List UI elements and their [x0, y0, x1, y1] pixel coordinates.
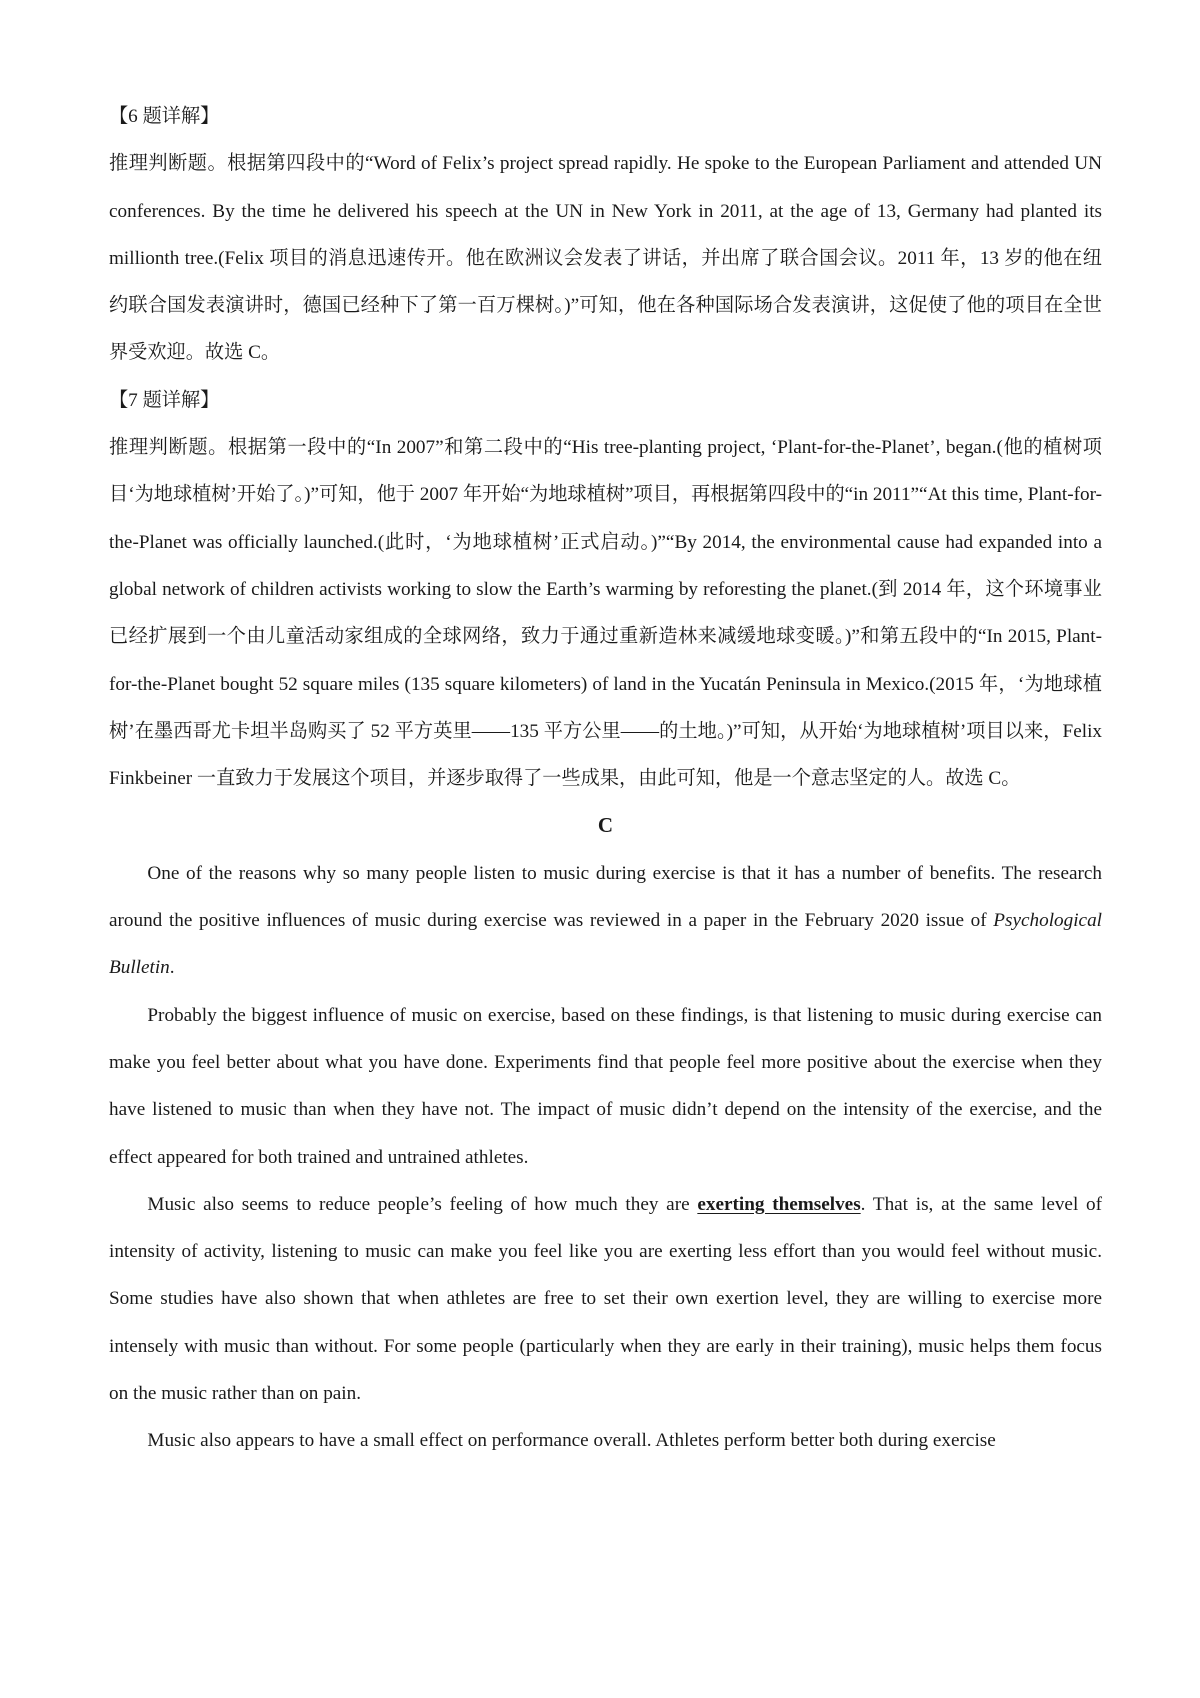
journal-title: Psychological Bulletin [109, 910, 1102, 979]
passage-paragraph-3-text: Music also seems to reduce people’s feeling of how much they are [147, 1193, 698, 1215]
passage-paragraph-2: Probably the biggest influence of music on exercise, based on these findings, is that listening to music during exercise can make you feel better about what you have done. Experiments find that people feel more positive about the exercise when they have listened to music than when they have not. The impact of music didn’t depend on the intensity of the exercise, and the effect appeared for both trained and untrained athletes. [109, 1004, 1102, 1168]
passage-paragraph-1-text: One of the reasons why so many people listen to music during exercise is that it has a number of benefits. The research around the positive influences of music during exercise was reviewed in a paper in the February 2020 issue of [109, 862, 1102, 932]
document-page [109, 93, 1102, 1465]
underlined-phrase: exerting themselves [697, 1193, 861, 1215]
passage-paragraph-3 [109, 1181, 1102, 1417]
explanation-6-heading: 【6 题详解】 [109, 106, 220, 127]
section-c-heading: C [597, 813, 614, 838]
passage-paragraph-1 [109, 850, 1102, 992]
explanation-7-text: 推理判断题。根据第一段中的“In 2007”和第二段中的“His tree-planting project, ‘Plant-for-the-Planet’, began.(他的植树项目‘为地球植树’开始了。)”可知，他于 2007 年开始“为地球植树”项目，再根据第四段中的“in 2011”“At this time, Plant-for-the-Planet was officially launched.(此时，‘为地球植树’正式启动。)”“By 2014, the environmental cause had expanded into a global network of children activists working to slow the Earth’s warming by reforesting the planet.(到 2014 年，这个环境事业已经扩展到一个由儿童活动家组成的全球网络，致力于通过重新造林来减缓地球变暖。)”和第五段中的“In 2015, Plant-for-the-Planet bought 52 square miles (135 square kilometers) of land in the Yucatán Peninsula in Mexico.(2015 年，‘为地球植树’在墨西哥尤卡坦半岛购买了 52 平方英里——135 平方公里——的土地。)”可知，从开始‘为地球植树’项目以来，Felix Finkbeiner 一直致力于发展这个项目，并逐步取得了一些成果，由此可知，他是一个意志坚定的人。故选 C。 [109, 437, 1102, 790]
passage-paragraph-1-end: . [169, 957, 175, 979]
explanation-6-text: 推理判断题。根据第四段中的“Word of Felix’s project spread rapidly. He spoke to the European Parliament and attended UN conferences. By the time he delivered his speech at the UN in New York in 2011, at the age of 13, Germany had planted its millionth tree.(Felix 项目的消息迅速传开。他在欧洲议会发表了讲话，并出席了联合国会议。2011 年，13 岁的他在纽约联合国发表演讲时，德国已经种下了第一百万棵树。)”可知，他在各种国际场合发表演讲，这促使了他的项目在全世界受欢迎。故选 C。 [109, 153, 1102, 364]
passage-paragraph-3-rest: . That is, at the same level of intensity of activity, listening to music can make you feel like you are exerting less effort than you would feel without music. Some studies have also shown that when athletes are free to set their own exertion level, they are willing to exercise more intensely with music than without. For some people (particularly when they are early in their training), music helps them focus on the music rather than on pain. [109, 1193, 1102, 1405]
passage-paragraph-4: Music also appears to have a small effect on performance overall. Athletes perform better both during exercise [147, 1430, 996, 1452]
explanation-7-heading: 【7 题详解】 [109, 389, 220, 411]
